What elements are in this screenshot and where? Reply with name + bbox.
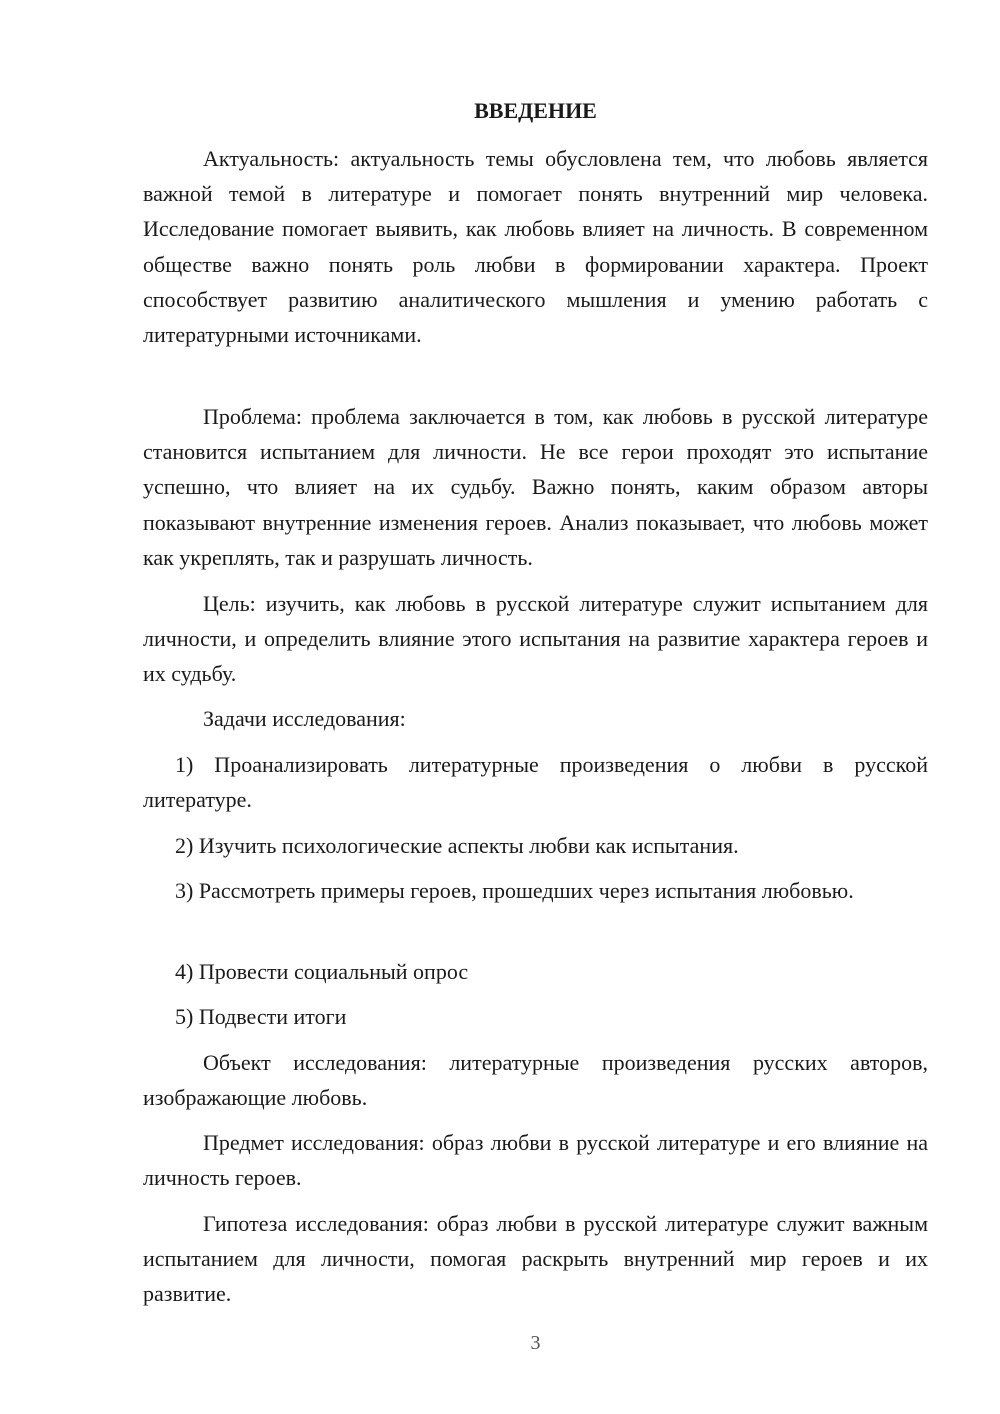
paragraph-problem: Проблема: проблема заключается в том, как любовь в русской литературе становится испытанием для личности. Не все герои проходят это испытание успешно, что влияет на их судьбу. Важно понять, каким образом авторы показывают внутренние изменения героев. Анализ показывает, что любовь может как укреплять, так и разрушать личность.	[143, 404, 928, 570]
task-item-1: 1) Проанализировать литературные произведения о любви в русской литературе.	[143, 752, 928, 813]
paragraph-goal: Цель: изучить, как любовь в русской литературе служит испытанием для личности, и определить влияние этого испытания на развитие характера героев и их судьбу.	[143, 591, 928, 687]
section-title: ВВЕДЕНИЕ	[474, 98, 597, 123]
page-number: 3	[530, 1332, 541, 1354]
task-item-4: 4) Провести социальный опрос	[175, 959, 469, 984]
document-page	[143, 0, 928, 1414]
tasks-heading: Задачи исследования:	[203, 706, 406, 731]
task-item-3: 3) Рассмотреть примеры героев, прошедших через испытания любовью.	[175, 878, 854, 903]
paragraph-subject: Предмет исследования: образ любви в русской литературе и его влияние на личность героев.	[143, 1130, 928, 1191]
task-item-2: 2) Изучить психологические аспекты любви как испытания.	[175, 833, 739, 858]
paragraph-relevance: Актуальность: актуальность темы обусловлена тем, что любовь является важной темой в литературе и помогает понять внутренний мир человека. Исследование помогает выявить, как любовь влияет на личность. В современном обществе важно понять роль любви в формировании характера. Проект способствует развитию аналитического мышления и умению работать с литературными источниками.	[143, 146, 928, 348]
paragraph-hypothesis: Гипотеза исследования: образ любви в русской литературе служит важным испытанием для личности, помогая раскрыть внутренний мир героев и их развитие.	[143, 1211, 928, 1307]
paragraph-object: Объект исследования: литературные произведения русских авторов, изображающие любовь.	[143, 1050, 928, 1111]
task-item-5: 5) Подвести итоги	[175, 1004, 347, 1029]
